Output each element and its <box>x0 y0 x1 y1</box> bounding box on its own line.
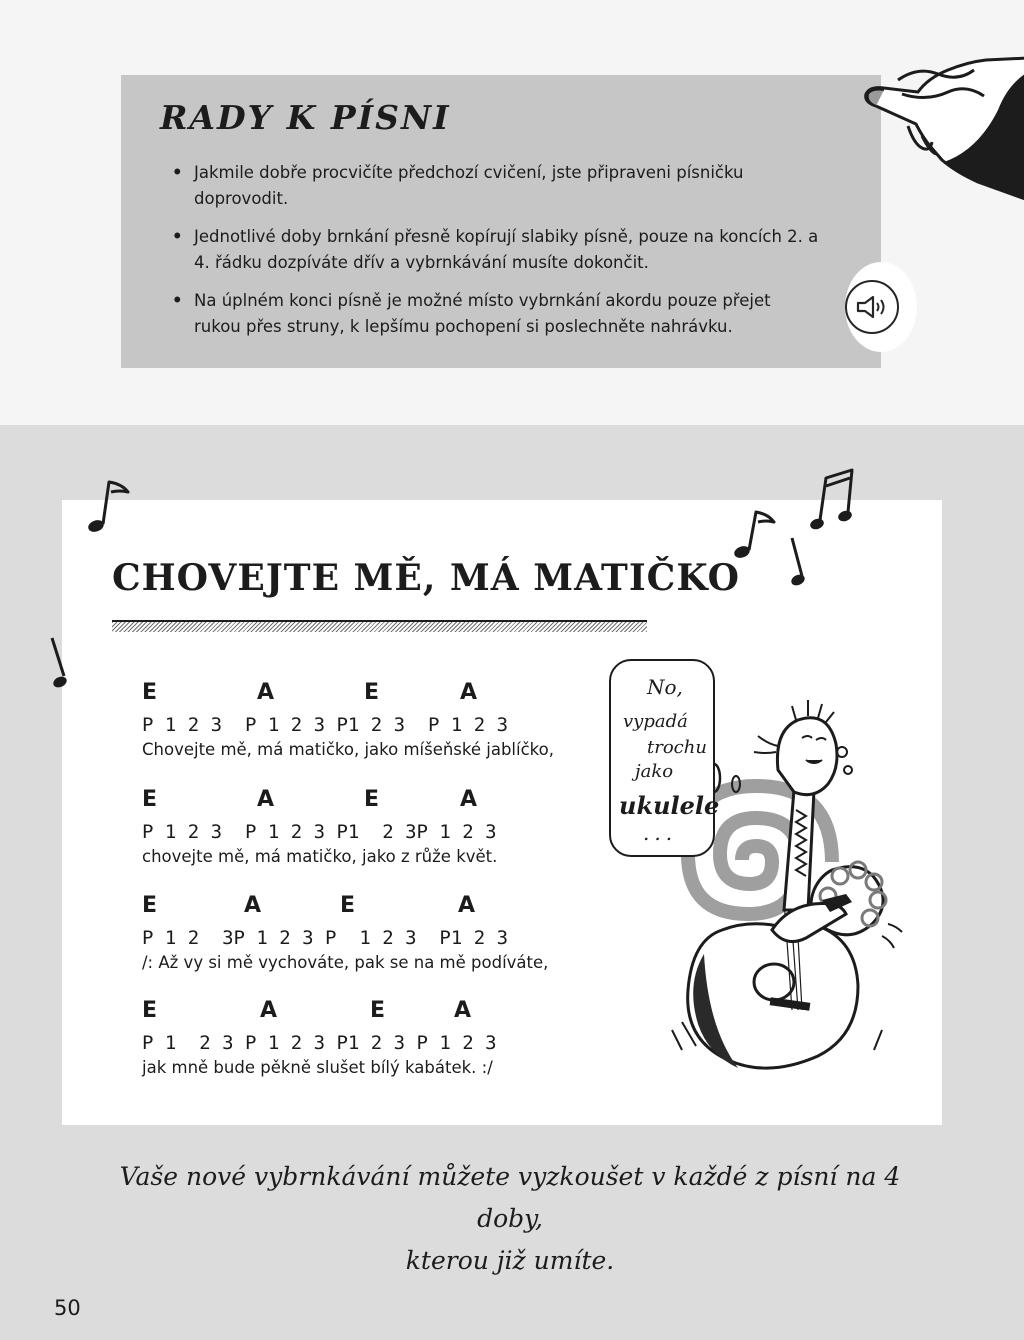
chord-label: A <box>244 893 262 918</box>
bullet-icon: • <box>172 227 183 246</box>
chord-label: E <box>142 893 158 918</box>
lyric-line: Chovejte mě, má matičko, jako míšeňské jablíčko, <box>142 740 554 759</box>
chord-label: A <box>257 787 275 812</box>
tips-list <box>172 160 822 352</box>
bubble-text: ukulele <box>619 791 720 820</box>
chord-label: E <box>142 680 158 705</box>
bubble-text: vypadá <box>623 711 688 732</box>
strum-pattern: P 1 2 3 P 1 2 3 P1 2 3 P 1 2 3 <box>142 714 509 736</box>
chord-row <box>142 787 562 817</box>
song-verse <box>142 893 562 975</box>
speaker-icon <box>855 294 889 320</box>
chord-row <box>142 680 562 710</box>
chord-label: E <box>364 680 380 705</box>
chord-label: E <box>142 787 158 812</box>
tip-text: Jednotlivé doby brnkání přesně kopírují slabiky písně, pouze na koncích 2. a 4. řádku dozpíváte dřív a vybrnkávání musíte dokončit. <box>194 227 819 272</box>
music-note-icon <box>84 476 134 536</box>
hand-illustration <box>858 50 1024 210</box>
song-verse <box>142 680 562 762</box>
chord-row <box>142 893 562 923</box>
song-title: CHOVEJTE MĚ, MÁ MATIČKO <box>112 557 741 599</box>
chord-label: A <box>260 998 278 1023</box>
tips-title: RADY K PÍSNI <box>160 98 451 137</box>
bubble-text: ... <box>643 821 678 845</box>
strum-pattern: P 1 2 3 P 1 2 3 P1 2 3 P 1 2 3 <box>142 1032 497 1054</box>
tip-text: Jakmile dobře procvičíte předchozí cvičení, jste připraveni písničku doprovodit. <box>194 163 744 208</box>
page-number: 50 <box>54 1296 81 1320</box>
tip-item <box>172 288 822 340</box>
tip-item <box>172 224 822 276</box>
music-note-icon <box>788 536 818 596</box>
lyric-line: jak mně bude pěkně slušet bílý kabátek. :/ <box>142 1058 493 1077</box>
audio-play-button[interactable] <box>845 280 899 334</box>
speech-bubble <box>609 659 720 857</box>
title-underline <box>112 620 647 632</box>
chord-label: E <box>370 998 386 1023</box>
chord-label: E <box>364 787 380 812</box>
song-verse <box>142 787 562 869</box>
bubble-text: No, <box>647 675 683 699</box>
chord-label: A <box>257 680 275 705</box>
bubble-text: trochu <box>647 737 707 758</box>
chord-label: A <box>454 998 472 1023</box>
bullet-icon: • <box>172 291 183 310</box>
bubble-text: jako <box>635 761 674 782</box>
chord-row <box>142 998 562 1028</box>
lyric-line: /: Až vy si mě vychováte, pak se na mě podíváte, <box>142 953 549 972</box>
strum-pattern: P 1 2 3 P 1 2 3 P1 2 3P 1 2 3 <box>142 821 497 843</box>
tip-text: Na úplném konci písně je možné místo vybrnkání akordu pouze přejet rukou přes struny, k lepšímu pochopení si poslechněte nahrávku. <box>194 291 771 336</box>
music-note-icon <box>728 506 778 566</box>
footer-note-line: kterou již umíte. <box>405 1246 615 1275</box>
tip-item <box>172 160 822 212</box>
song-verse <box>142 998 562 1080</box>
chord-label: E <box>340 893 356 918</box>
chord-label: A <box>460 787 478 812</box>
bullet-icon: • <box>172 163 183 182</box>
strum-pattern: P 1 2 3P 1 2 3 P 1 2 3 P1 2 3 <box>142 927 509 949</box>
chord-label: E <box>142 998 158 1023</box>
double-note-icon <box>808 466 858 536</box>
footer-note <box>100 1156 920 1282</box>
music-note-icon <box>40 636 80 696</box>
chord-label: A <box>460 680 478 705</box>
lyric-line: chovejte mě, má matičko, jako z růže květ. <box>142 847 498 866</box>
chord-label: A <box>458 893 476 918</box>
footer-note-line: Vaše nové vybrnkávání můžete vyzkoušet v každé z písní na 4 doby, <box>119 1162 901 1233</box>
